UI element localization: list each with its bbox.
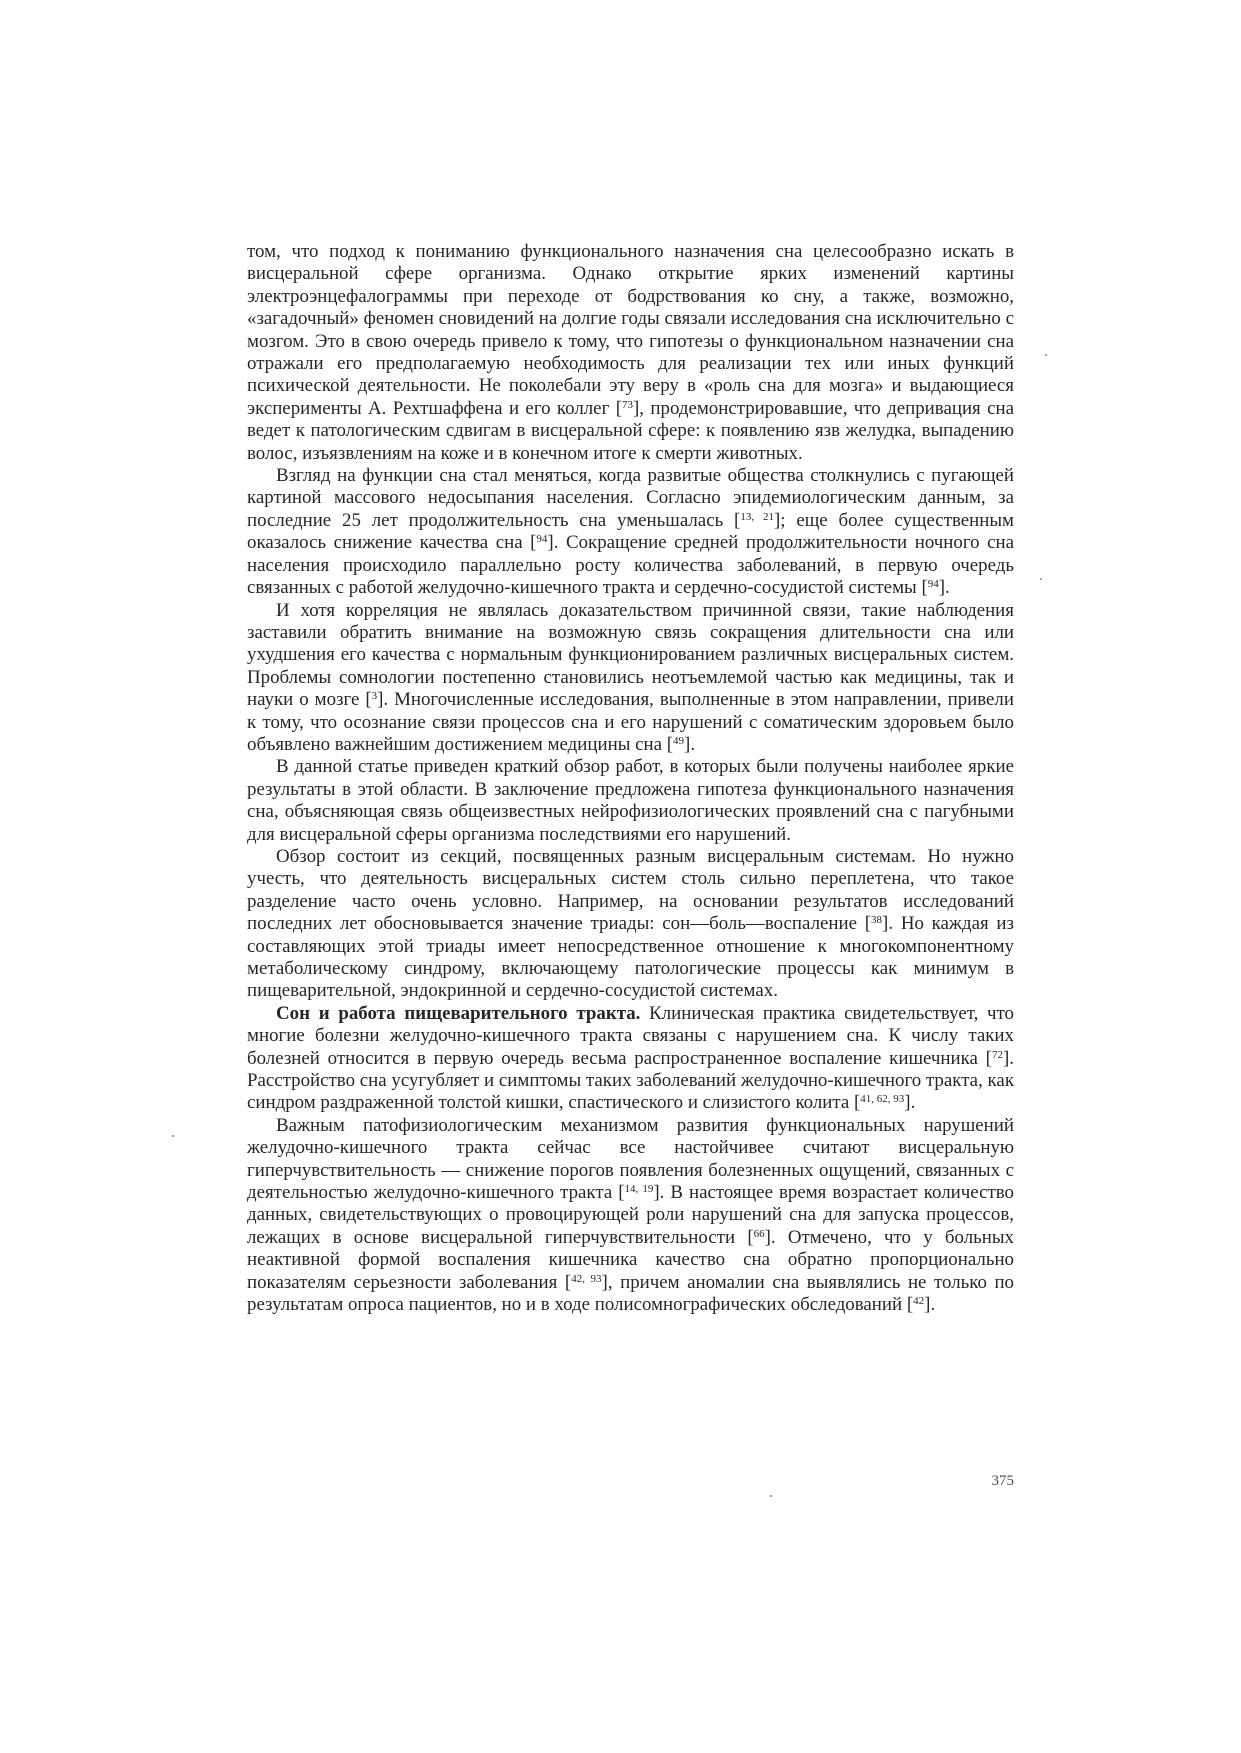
citation-ref: 73 (622, 398, 633, 411)
scan-speck (1045, 354, 1047, 356)
paragraph: И хотя корреляция не являлась доказательством причинной связи, такие наблюдения заставили обратить внимание на возможную связь сокращения длительности сна или ухудшения его качества с нормальным функционированием различных висцеральных систем. Проблемы сомнологии постепенно становились неотъемлемой частью как медицины, так и науки о мозге [$^3$]. Многочисленные исследования, выполненные в этом направлении, привели к тому, что осознание связи процессов сна и его нарушений с соматическим здоровьем было объявлено важнейшим достижением медицины сна [$^{49}$]. (247, 599, 1014, 755)
citation-ref: 38 (871, 914, 883, 927)
citation-ref: 3 (371, 690, 378, 703)
citation-ref: 42 (913, 1295, 925, 1308)
paragraph: Взгляд на функции сна стал меняться, когда развитые общества столкнулись с пугающей картиной массового недосыпания населения. Согласно эпидемиологическим данным, за последние 25 лет продолжительность сна уменьшалась [$^{13, 21}$]; еще более существенным оказалось снижение качества сна [$^{94}$]. Сокращение средней продолжительности ночного сна населения происходило параллельно росту количества заболеваний, в первую очередь связанных с работой желудочно-кишечного тракта и сердечно-сосудистой системы [$^{94}$]. (247, 465, 1015, 599)
citation-ref: 13, 21 (740, 510, 774, 523)
page-number: 375 (991, 1473, 1014, 1489)
paragraph: Обзор состоит из секций, посвященных разным висцеральным системам. Но нужно учесть, что деятельность висцеральных систем столь сильно переплетена, что такое разделение часто очень условно. Например, на основании результатов исследований последних лет обосновывается значение триады: сон—боль—воспаление [$^{38}$]. Но каждая из составляющих этой триады имеет непосредственное отношение к многокомпонентному метаболическому синдрому, включающему патологические процессы как минимум в пищеварительной, эндокринной и сердечно-сосудистой системах. (247, 845, 1014, 1002)
section-heading: Сон и работа пищеварительного тракта. (276, 1002, 641, 1024)
citation-ref: 94 (536, 533, 548, 546)
scan-speck (1040, 578, 1042, 580)
citation-ref: 41, 62, 93 (860, 1093, 905, 1106)
citation-ref: 14, 19 (624, 1183, 654, 1196)
scan-speck (770, 1495, 772, 1497)
paragraph: В данной статье приведен краткий обзор работ, в которых были получены наиболее яркие результаты в этой области. В заключение предложена гипотеза функционального назначения сна, объясняющая связь общеизвестных нейрофизиологических проявлений сна с пагубными для висцеральной сферы организма последствиями его нарушений. (247, 756, 1014, 845)
citation-ref: 42, 93 (571, 1272, 602, 1285)
citation-ref: 72 (991, 1048, 1003, 1061)
paragraph: том, что подход к пониманию функционального назначения сна целесообразно искать в висцеральной сфере организма. Однако открытие ярких изменений картины электроэнцефалограммы при переходе от бодрствования ко сну, а также, возможно, «загадочный» феномен сновидений на долгие годы связали исследования сна исключительно с мозгом. Это в свою очередь привело к тому, что гипотезы о функциональном назначении сна отражали его предполагаемую необходимость для реализации тех или иных функций психической деятельности. Не поколебали эту веру в «роль сна для мозга» и выдающиеся эксперименты А. Рехтшаффена и его коллег [$^{73}$], продемонстрировавшие, что депривация сна ведет к патологическим сдвигам в висцеральной сфере: к появлению язв желудка, выпадению волос, изъязвлениям на коже и в конечном итоге к смерти животных. (247, 241, 1014, 464)
paragraph: Важным патофизиологическим механизмом развития функциональных нарушений желудочно-кишечного тракта сейчас все настойчивее считают висцеральную гиперчувствительность — снижение порогов появления болезненных ощущений, связанных с деятельностью желудочно-кишечного тракта [$^{14, 19}$]. В настоящее время возрастает количество данных, свидетельствующих о провоцирующей роли нарушений сна для запуска процессов, лежащих в основе висцеральной гиперчувствительности [$^{66}$]. Отмечено, что у больных неактивной формой воспаления кишечника качество сна обратно пропорционально показателям серьезности заболевания [$^{42, 93}$], причем аномалии сна выявлялись не только по результатам опроса пациентов, но и в ходе полисомнографических обследований [$^{42}$]. (247, 1114, 1015, 1316)
paragraph: Сон и работа пищеварительного тракта. Клиническая практика свидетельствует, что многие болезни желудочно-кишечного тракта связаны с нарушением сна. К числу таких болезней относится в первую очередь весьма распространенное воспаление кишечника [$^{72}$]. Расстройство сна усугубляет и симптомы таких заболеваний желудочно-кишечного тракта, как синдром раздраженной толстой кишки, спастического и слизистого колита [$^{41, 62, 93}$]. (247, 1002, 1014, 1114)
citation-ref: 94 (927, 578, 939, 591)
citation-ref: 49 (673, 734, 685, 747)
scan-speck (172, 1135, 174, 1137)
citation-ref: 66 (753, 1227, 765, 1240)
article-body (247, 241, 1014, 1317)
